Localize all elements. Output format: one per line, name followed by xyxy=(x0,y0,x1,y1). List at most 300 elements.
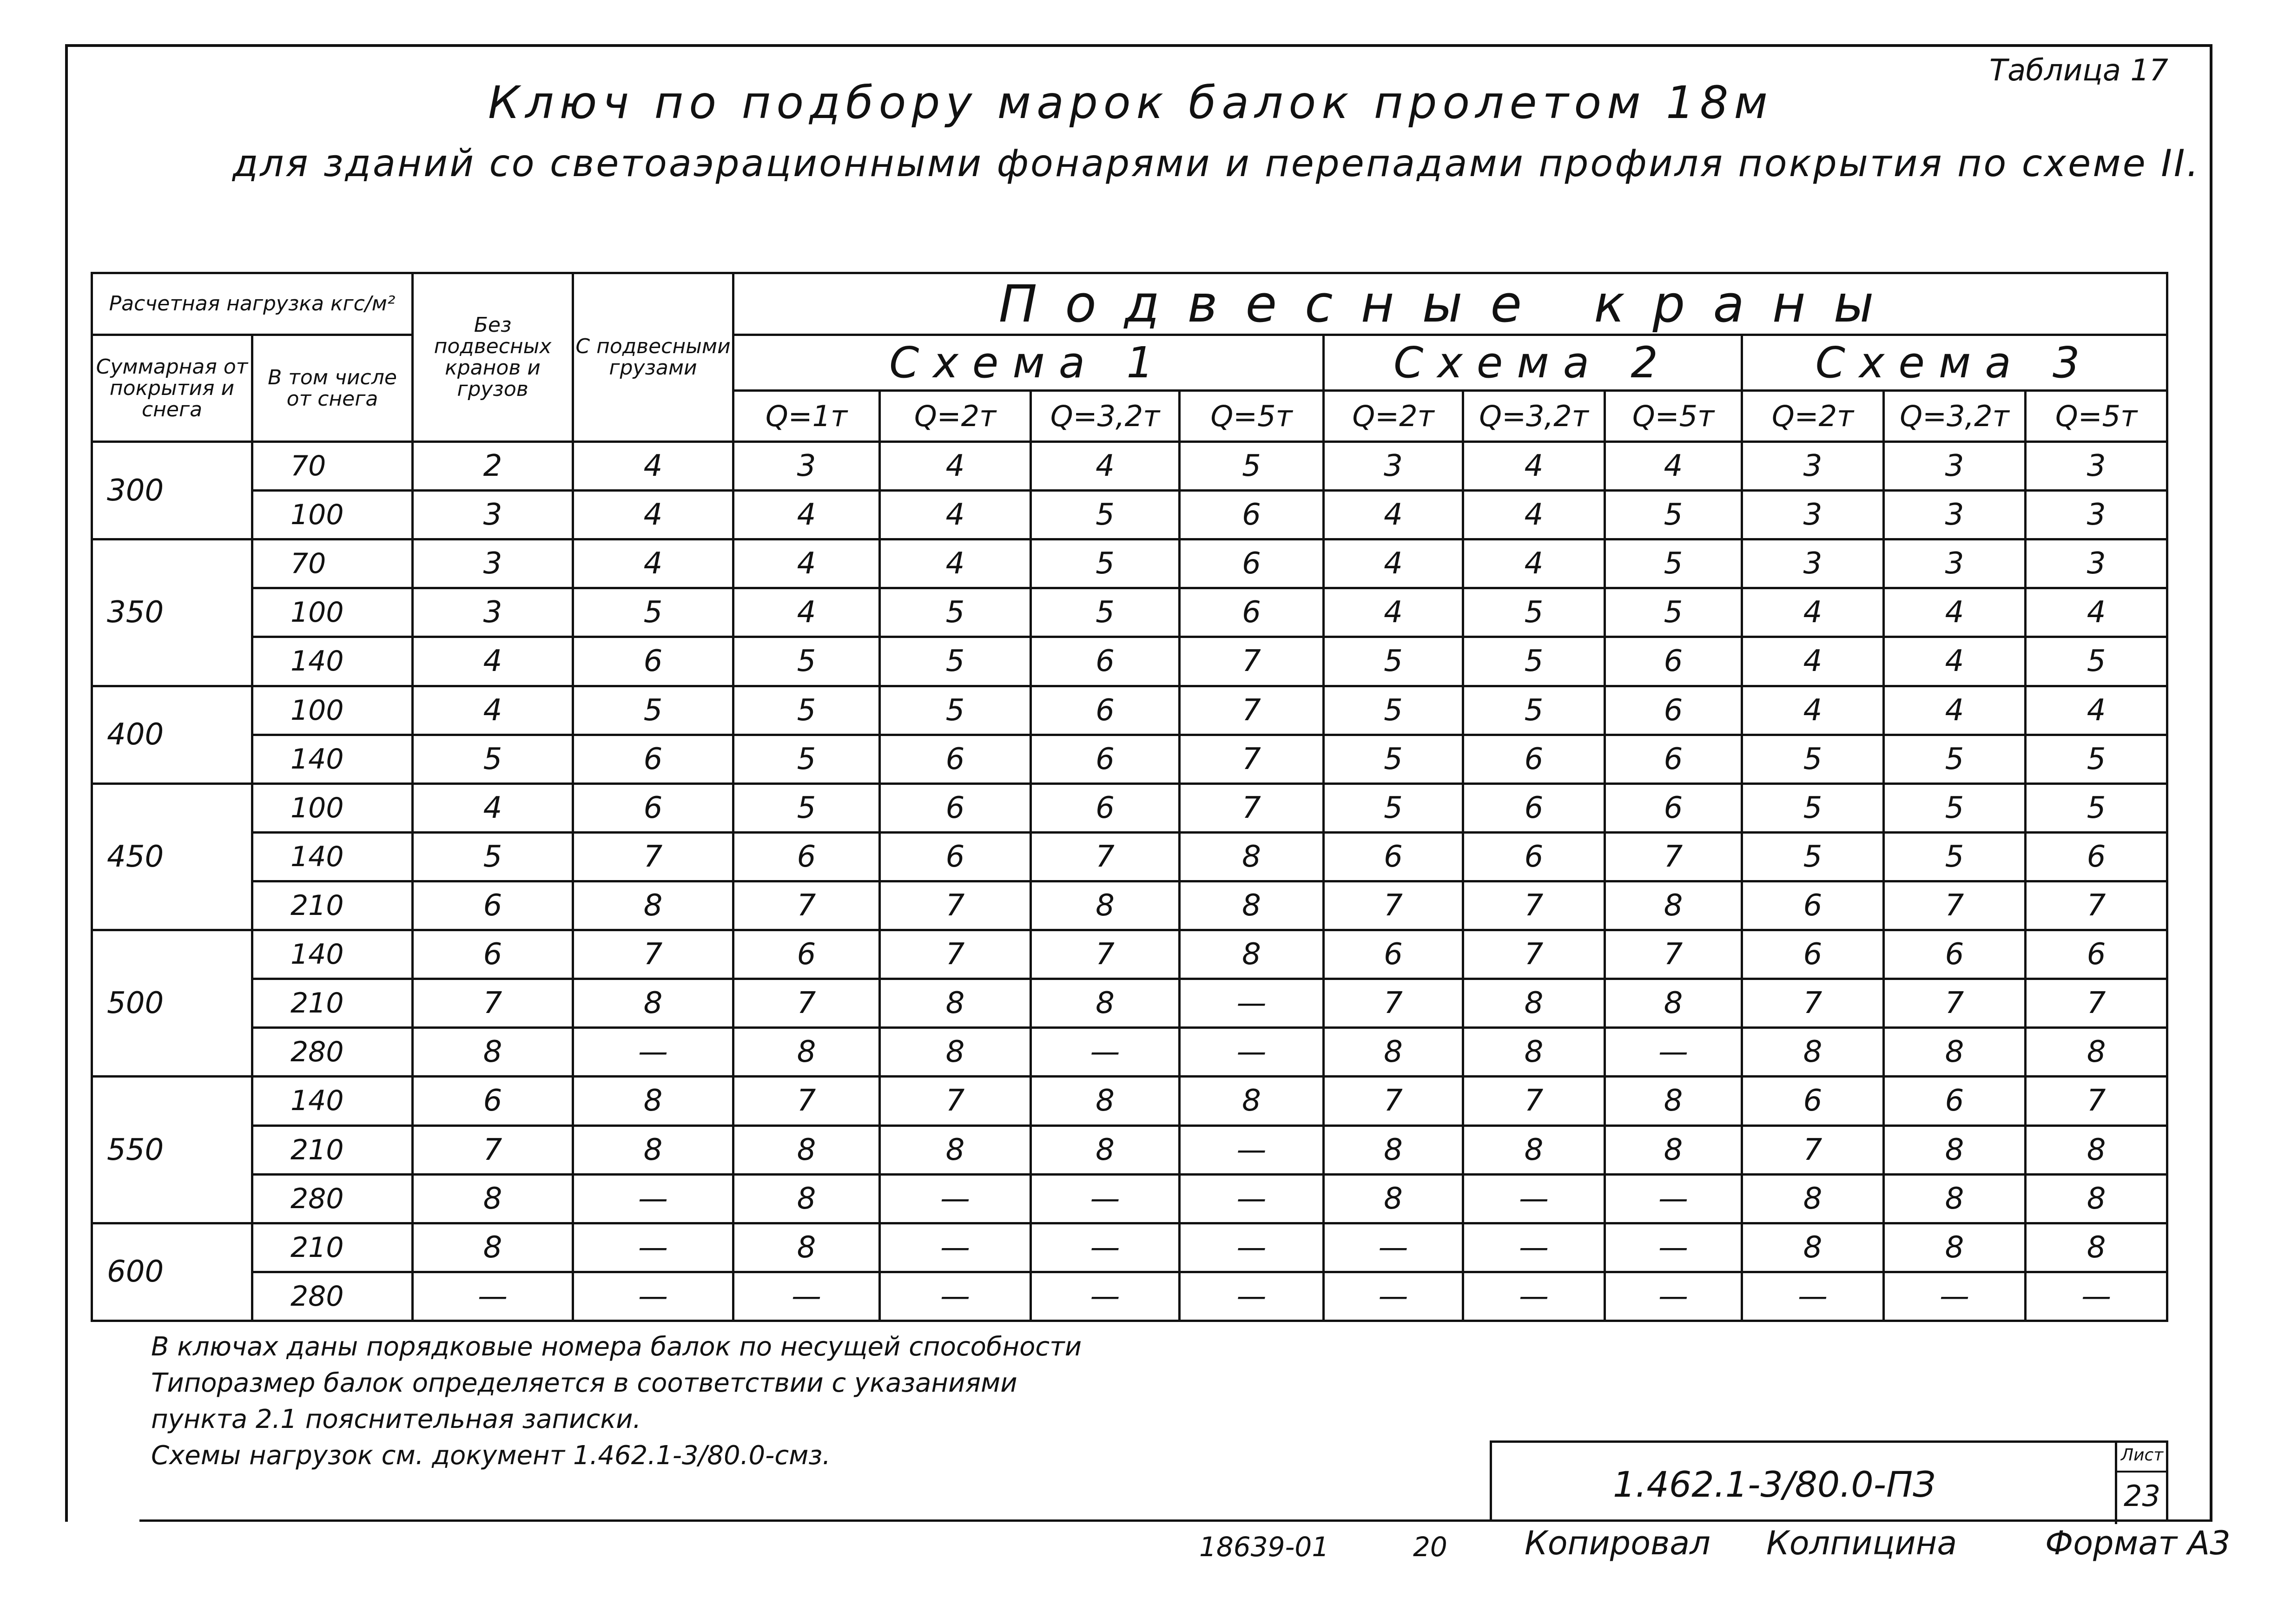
beam-number-cell: 3 xyxy=(1742,539,1884,588)
beam-number-cell: 6 xyxy=(1742,1077,1884,1125)
beam-number-cell: — xyxy=(1605,1174,1742,1223)
beam-number-cell: 8 xyxy=(1884,1223,2026,1272)
beam-number-cell: 8 xyxy=(1463,1125,1605,1174)
beam-number-cell: 5 xyxy=(573,686,733,735)
beam-number-cell: 5 xyxy=(1031,539,1180,588)
beam-number-cell: 4 xyxy=(413,686,573,735)
header-q-8: Q=3,2т xyxy=(1884,391,2026,442)
beam-number-cell: 5 xyxy=(1884,783,2026,832)
header-calc-load: Расчетная нагрузка кгс/м² xyxy=(92,273,413,335)
snow-load-cell: 280 xyxy=(252,1028,413,1077)
table-row xyxy=(92,881,2167,930)
beam-number-cell: 7 xyxy=(880,930,1031,979)
beam-number-cell: 7 xyxy=(2026,1077,2167,1125)
beam-number-cell: 5 xyxy=(1031,588,1180,637)
note-line: Типоразмер балок определяется в соответствии с указаниями xyxy=(151,1368,1017,1398)
beam-number-cell: — xyxy=(1031,1223,1180,1272)
beam-number-cell: 8 xyxy=(1463,1028,1605,1077)
beam-number-cell: — xyxy=(1463,1272,1605,1321)
table-row xyxy=(92,491,2167,539)
beam-number-cell: 5 xyxy=(1742,832,1884,881)
beam-number-cell: 4 xyxy=(1742,686,1884,735)
beam-number-cell: 8 xyxy=(2026,1028,2167,1077)
beam-number-cell: — xyxy=(1031,1174,1180,1223)
beam-number-cell: 7 xyxy=(880,881,1031,930)
table-row xyxy=(92,735,2167,783)
beam-number-cell: 7 xyxy=(1180,783,1324,832)
beam-number-cell: 6 xyxy=(2026,930,2167,979)
beam-number-cell: 6 xyxy=(1605,637,1742,686)
beam-number-cell: 5 xyxy=(1463,588,1605,637)
beam-number-cell: 5 xyxy=(1742,783,1884,832)
beam-number-cell: 8 xyxy=(573,1077,733,1125)
total-load-cell: 350 xyxy=(92,539,252,686)
beam-number-cell: — xyxy=(1180,1272,1324,1321)
beam-number-cell: 7 xyxy=(1884,881,2026,930)
beam-number-cell: 6 xyxy=(573,637,733,686)
beam-number-cell: — xyxy=(1324,1223,1463,1272)
beam-number-cell: 7 xyxy=(1324,881,1463,930)
header-q-5: Q=3,2т xyxy=(1463,391,1605,442)
title-line-2: для зданий со светоаэрационными фонарями и перепадами профиля покрытия по схеме II. xyxy=(232,142,2200,185)
beam-number-cell: 4 xyxy=(880,442,1031,491)
beam-number-cell: 7 xyxy=(1463,930,1605,979)
beam-number-cell: — xyxy=(1742,1272,1884,1321)
beam-number-cell: 8 xyxy=(1324,1028,1463,1077)
beam-number-cell: 7 xyxy=(1180,735,1324,783)
total-load-cell: 550 xyxy=(92,1077,252,1223)
beam-number-cell: 5 xyxy=(880,588,1031,637)
beam-number-cell: 6 xyxy=(1180,588,1324,637)
beam-number-cell: 6 xyxy=(1884,1077,2026,1125)
beam-number-cell: 6 xyxy=(1180,539,1324,588)
beam-number-cell: — xyxy=(1180,1125,1324,1174)
table-row xyxy=(92,1174,2167,1223)
beam-number-cell: 7 xyxy=(1180,637,1324,686)
beam-number-cell: 8 xyxy=(880,979,1031,1028)
beam-number-cell: — xyxy=(573,1272,733,1321)
beam-number-cell: 7 xyxy=(1884,979,2026,1028)
beam-number-cell: 8 xyxy=(1742,1028,1884,1077)
beam-number-cell: 6 xyxy=(413,1077,573,1125)
beam-number-cell: 6 xyxy=(733,832,880,881)
beam-number-cell: 7 xyxy=(1324,1077,1463,1125)
beam-number-cell: 4 xyxy=(1463,539,1605,588)
beam-number-cell: — xyxy=(880,1272,1031,1321)
beam-number-cell: 5 xyxy=(1324,735,1463,783)
beam-number-cell: 8 xyxy=(1463,979,1605,1028)
beam-number-cell: 3 xyxy=(413,491,573,539)
table-row xyxy=(92,1272,2167,1321)
beam-number-cell: 6 xyxy=(413,930,573,979)
beam-number-cell: 7 xyxy=(573,832,733,881)
beam-number-cell: 7 xyxy=(880,1077,1031,1125)
table-row xyxy=(92,1077,2167,1125)
beam-number-cell: 8 xyxy=(573,881,733,930)
beam-number-cell: 6 xyxy=(573,735,733,783)
beam-number-cell: 6 xyxy=(573,783,733,832)
beam-number-cell: — xyxy=(1031,1272,1180,1321)
snow-load-cell: 100 xyxy=(252,686,413,735)
beam-number-cell: 4 xyxy=(1884,637,2026,686)
beam-number-cell: — xyxy=(1605,1028,1742,1077)
beam-number-cell: 7 xyxy=(1180,686,1324,735)
beam-number-cell: 3 xyxy=(1324,442,1463,491)
beam-number-cell: 5 xyxy=(1605,539,1742,588)
header-q-4: Q=2т xyxy=(1324,391,1463,442)
beam-number-cell: 8 xyxy=(1742,1174,1884,1223)
beam-number-cell: 4 xyxy=(1884,686,2026,735)
table-row xyxy=(92,588,2167,637)
beam-number-cell: 5 xyxy=(1742,735,1884,783)
header-no-cranes: Без подвесных кранов и грузов xyxy=(413,273,573,442)
beam-number-cell: 5 xyxy=(1324,783,1463,832)
beam-number-cell: 3 xyxy=(1742,442,1884,491)
beam-number-cell: — xyxy=(1180,1174,1324,1223)
beam-number-cell: 5 xyxy=(1324,686,1463,735)
format-label: Формат А3 xyxy=(2045,1524,2231,1562)
beam-number-cell: 3 xyxy=(413,588,573,637)
beam-number-cell: 7 xyxy=(2026,979,2167,1028)
note-line: Схемы нагрузок см. документ 1.462.1-3/80.0-смз. xyxy=(151,1440,831,1471)
beam-number-cell: 7 xyxy=(1742,979,1884,1028)
table-number-label: Таблица 17 xyxy=(1989,53,2168,88)
header-suspended-cranes: Подвесные краны xyxy=(733,273,2167,335)
beam-number-cell: 6 xyxy=(880,832,1031,881)
beam-number-cell: 8 xyxy=(413,1223,573,1272)
beam-number-cell: 5 xyxy=(2026,637,2167,686)
beam-number-cell: 8 xyxy=(413,1174,573,1223)
beam-number-cell: 3 xyxy=(2026,491,2167,539)
beam-number-cell: 4 xyxy=(1324,539,1463,588)
beam-number-cell: 7 xyxy=(733,881,880,930)
copier-name: Колпицина xyxy=(1766,1524,1957,1562)
beam-number-cell: 4 xyxy=(733,588,880,637)
beam-number-cell: 8 xyxy=(880,1125,1031,1174)
beam-number-cell: 5 xyxy=(1463,686,1605,735)
table-row xyxy=(92,930,2167,979)
beam-number-cell: 8 xyxy=(2026,1125,2167,1174)
sheet-box xyxy=(2115,1443,2166,1524)
beam-number-cell: 7 xyxy=(1031,930,1180,979)
beam-number-cell: 8 xyxy=(1180,930,1324,979)
beam-number-cell: 7 xyxy=(2026,881,2167,930)
beam-number-cell: 4 xyxy=(413,637,573,686)
header-q-3: Q=5т xyxy=(1180,391,1324,442)
beam-number-cell: 7 xyxy=(573,930,733,979)
beam-number-cell: — xyxy=(1605,1272,1742,1321)
title-line-1: Ключ по подбору марок балок пролетом 18м xyxy=(488,77,1773,129)
header-with-cranes: С подвесными грузами xyxy=(573,273,733,442)
total-load-cell: 300 xyxy=(92,442,252,539)
snow-load-cell: 70 xyxy=(252,539,413,588)
beam-number-cell: 4 xyxy=(2026,686,2167,735)
header-q-7: Q=2т xyxy=(1742,391,1884,442)
table-row xyxy=(92,1223,2167,1272)
beam-number-cell: 5 xyxy=(733,686,880,735)
header-q-9: Q=5т xyxy=(2026,391,2167,442)
beam-number-cell: 8 xyxy=(413,1028,573,1077)
beam-number-cell: 4 xyxy=(733,491,880,539)
header-scheme-3: Схема 3 xyxy=(1742,335,2167,391)
beam-number-cell: 5 xyxy=(1605,491,1742,539)
beam-number-cell: 8 xyxy=(1742,1223,1884,1272)
beam-number-cell: 5 xyxy=(880,686,1031,735)
title-block-stamp xyxy=(1490,1440,2168,1522)
beam-number-cell: 6 xyxy=(1031,783,1180,832)
beam-number-cell: 6 xyxy=(1180,491,1324,539)
beam-number-cell: 6 xyxy=(733,930,880,979)
beam-number-cell: — xyxy=(1180,979,1324,1028)
snow-load-cell: 140 xyxy=(252,637,413,686)
table-row xyxy=(92,1125,2167,1174)
snow-load-cell: 100 xyxy=(252,783,413,832)
beam-number-cell: — xyxy=(1180,1028,1324,1077)
beam-number-cell: 8 xyxy=(1605,979,1742,1028)
beam-number-cell: 4 xyxy=(1324,588,1463,637)
beam-number-cell: — xyxy=(1605,1223,1742,1272)
beam-number-cell: 8 xyxy=(1180,1077,1324,1125)
beam-number-cell: 6 xyxy=(2026,832,2167,881)
document-code: 1.462.1-3/80.0-ПЗ xyxy=(1613,1464,1935,1505)
beam-number-cell: 4 xyxy=(1031,442,1180,491)
beam-number-cell: 5 xyxy=(2026,735,2167,783)
beam-number-cell: 8 xyxy=(1605,1125,1742,1174)
beam-number-cell: 8 xyxy=(1324,1174,1463,1223)
beam-number-cell: — xyxy=(573,1174,733,1223)
beam-number-cell: 8 xyxy=(1031,881,1180,930)
beam-number-cell: 4 xyxy=(1324,491,1463,539)
beam-number-cell: 8 xyxy=(880,1028,1031,1077)
total-load-cell: 450 xyxy=(92,783,252,930)
copied-label: Копировал xyxy=(1525,1524,1710,1562)
bottom-border-line xyxy=(139,1519,2212,1522)
snow-load-cell: 140 xyxy=(252,735,413,783)
beam-number-cell: 7 xyxy=(1324,979,1463,1028)
beam-number-cell: 5 xyxy=(1884,832,2026,881)
beam-number-cell: 4 xyxy=(573,491,733,539)
beam-number-cell: 4 xyxy=(733,539,880,588)
beam-number-cell: 5 xyxy=(573,588,733,637)
beam-number-cell: 5 xyxy=(1605,588,1742,637)
beam-number-cell: — xyxy=(573,1223,733,1272)
table-row xyxy=(92,832,2167,881)
beam-number-cell: 6 xyxy=(880,783,1031,832)
beam-selection-table xyxy=(91,272,2168,1322)
beam-number-cell: 7 xyxy=(1742,1125,1884,1174)
beam-number-cell: 4 xyxy=(413,783,573,832)
beam-number-cell: 3 xyxy=(2026,539,2167,588)
beam-number-cell: 8 xyxy=(733,1028,880,1077)
beam-number-cell: 8 xyxy=(733,1125,880,1174)
beam-number-cell: 7 xyxy=(413,979,573,1028)
beam-number-cell: 7 xyxy=(1031,832,1180,881)
beam-number-cell: — xyxy=(1180,1223,1324,1272)
beam-number-cell: 8 xyxy=(2026,1223,2167,1272)
beam-number-cell: 5 xyxy=(413,735,573,783)
table-row xyxy=(92,539,2167,588)
beam-number-cell: 6 xyxy=(1031,735,1180,783)
beam-number-cell: — xyxy=(880,1174,1031,1223)
beam-number-cell: 7 xyxy=(733,1077,880,1125)
beam-number-cell: 5 xyxy=(733,783,880,832)
snow-load-cell: 70 xyxy=(252,442,413,491)
header-incl-snow: В том числе от снега xyxy=(252,335,413,442)
header-q-6: Q=5т xyxy=(1605,391,1742,442)
header-q-0: Q=1т xyxy=(733,391,880,442)
sheet-divider xyxy=(2117,1471,2166,1473)
beam-number-cell: 6 xyxy=(413,881,573,930)
beam-number-cell: 3 xyxy=(1884,442,2026,491)
beam-number-cell: 5 xyxy=(733,637,880,686)
snow-load-cell: 140 xyxy=(252,832,413,881)
beam-number-cell: 4 xyxy=(1463,442,1605,491)
beam-number-cell: — xyxy=(733,1272,880,1321)
snow-load-cell: 100 xyxy=(252,491,413,539)
beam-number-cell: — xyxy=(1463,1223,1605,1272)
beam-number-cell: — xyxy=(1463,1174,1605,1223)
snow-load-cell: 140 xyxy=(252,930,413,979)
beam-number-cell: 6 xyxy=(1463,735,1605,783)
beam-number-cell: 7 xyxy=(733,979,880,1028)
beam-number-cell: 8 xyxy=(1180,832,1324,881)
beam-number-cell: 4 xyxy=(2026,588,2167,637)
snow-load-cell: 280 xyxy=(252,1174,413,1223)
beam-number-cell: 8 xyxy=(1884,1174,2026,1223)
beam-number-cell: 6 xyxy=(1742,930,1884,979)
table-row xyxy=(92,783,2167,832)
beam-number-cell: 5 xyxy=(733,735,880,783)
beam-number-cell: — xyxy=(1884,1272,2026,1321)
beam-number-cell: 3 xyxy=(413,539,573,588)
header-total-load: Суммарная от покрытия и снега xyxy=(92,335,252,442)
beam-number-cell: 3 xyxy=(2026,442,2167,491)
snow-load-cell: 210 xyxy=(252,1125,413,1174)
beam-number-cell: 5 xyxy=(2026,783,2167,832)
header-q-1: Q=2т xyxy=(880,391,1031,442)
beam-number-cell: 4 xyxy=(1742,637,1884,686)
beam-number-cell: 3 xyxy=(733,442,880,491)
beam-number-cell: 4 xyxy=(1605,442,1742,491)
table-row xyxy=(92,686,2167,735)
beam-number-cell: — xyxy=(2026,1272,2167,1321)
table-row xyxy=(92,442,2167,491)
snow-load-cell: 210 xyxy=(252,979,413,1028)
snow-load-cell: 280 xyxy=(252,1272,413,1321)
total-load-cell: 600 xyxy=(92,1223,252,1321)
header-q-2: Q=3,2т xyxy=(1031,391,1180,442)
table-row xyxy=(92,979,2167,1028)
beam-number-cell: 8 xyxy=(1605,881,1742,930)
beam-number-cell: 7 xyxy=(1605,832,1742,881)
beam-number-cell: 6 xyxy=(880,735,1031,783)
beam-number-cell: 4 xyxy=(880,539,1031,588)
beam-number-cell: 8 xyxy=(573,979,733,1028)
note-line: В ключах даны порядковые номера балок по несущей способности xyxy=(151,1332,1082,1362)
page-number: 20 xyxy=(1413,1531,1447,1563)
beam-number-cell: 3 xyxy=(1742,491,1884,539)
beam-number-cell: 6 xyxy=(1324,832,1463,881)
beam-number-cell: 7 xyxy=(1463,881,1605,930)
beam-number-cell: 7 xyxy=(1463,1077,1605,1125)
notes-block xyxy=(151,1329,1082,1474)
beam-number-cell: 8 xyxy=(733,1223,880,1272)
beam-number-cell: 8 xyxy=(1605,1077,1742,1125)
beam-number-cell: 6 xyxy=(1605,735,1742,783)
beam-number-cell: 5 xyxy=(1463,637,1605,686)
total-load-cell: 500 xyxy=(92,930,252,1077)
beam-number-cell: 6 xyxy=(1031,637,1180,686)
beam-number-cell: 8 xyxy=(573,1125,733,1174)
beam-number-cell: 6 xyxy=(1031,686,1180,735)
beam-number-cell: 6 xyxy=(1605,783,1742,832)
beam-number-cell: 4 xyxy=(880,491,1031,539)
beam-number-cell: 4 xyxy=(573,442,733,491)
beam-number-cell: 5 xyxy=(1884,735,2026,783)
beam-number-cell: 8 xyxy=(1031,979,1180,1028)
beam-number-cell: 5 xyxy=(1324,637,1463,686)
beam-number-cell: 4 xyxy=(1742,588,1884,637)
beam-number-cell: 8 xyxy=(1324,1125,1463,1174)
beam-number-cell: 7 xyxy=(1605,930,1742,979)
beam-number-cell: 5 xyxy=(413,832,573,881)
beam-number-cell: 6 xyxy=(1463,832,1605,881)
beam-number-cell: 8 xyxy=(1031,1077,1180,1125)
beam-number-cell: 2 xyxy=(413,442,573,491)
beam-number-cell: 8 xyxy=(1884,1125,2026,1174)
beam-number-cell: — xyxy=(880,1223,1031,1272)
beam-number-cell: 5 xyxy=(1031,491,1180,539)
beam-number-cell: 6 xyxy=(1742,881,1884,930)
beam-number-cell: 8 xyxy=(1031,1125,1180,1174)
beam-number-cell: 6 xyxy=(1884,930,2026,979)
beam-number-cell: 8 xyxy=(1180,881,1324,930)
header-scheme-1: Схема 1 xyxy=(733,335,1324,391)
beam-number-cell: 5 xyxy=(880,637,1031,686)
beam-number-cell: — xyxy=(1324,1272,1463,1321)
beam-number-cell: 3 xyxy=(1884,539,2026,588)
beam-number-cell: — xyxy=(413,1272,573,1321)
beam-number-cell: 8 xyxy=(733,1174,880,1223)
snow-load-cell: 210 xyxy=(252,1223,413,1272)
snow-load-cell: 210 xyxy=(252,881,413,930)
note-line: пункта 2.1 пояснительная записки. xyxy=(151,1404,641,1434)
total-load-cell: 400 xyxy=(92,686,252,783)
sheet-label: Лист xyxy=(2121,1446,2164,1465)
beam-number-cell: 6 xyxy=(1324,930,1463,979)
beam-number-cell: 4 xyxy=(1463,491,1605,539)
beam-number-cell: 6 xyxy=(1605,686,1742,735)
beam-number-cell: 5 xyxy=(1180,442,1324,491)
beam-number-cell: 8 xyxy=(1884,1028,2026,1077)
order-number: 18639-01 xyxy=(1199,1531,1329,1563)
table-row xyxy=(92,637,2167,686)
header-scheme-2: Схема 2 xyxy=(1324,335,1742,391)
table-body xyxy=(92,442,2167,1321)
sheet-number: 23 xyxy=(2124,1479,2160,1513)
beam-number-cell: 8 xyxy=(2026,1174,2167,1223)
beam-number-cell: — xyxy=(573,1028,733,1077)
beam-number-cell: — xyxy=(1031,1028,1180,1077)
beam-number-cell: 6 xyxy=(1463,783,1605,832)
snow-load-cell: 100 xyxy=(252,588,413,637)
table-row xyxy=(92,1028,2167,1077)
beam-number-cell: 4 xyxy=(1884,588,2026,637)
beam-number-cell: 7 xyxy=(413,1125,573,1174)
beam-number-cell: 4 xyxy=(573,539,733,588)
snow-load-cell: 140 xyxy=(252,1077,413,1125)
beam-number-cell: 3 xyxy=(1884,491,2026,539)
